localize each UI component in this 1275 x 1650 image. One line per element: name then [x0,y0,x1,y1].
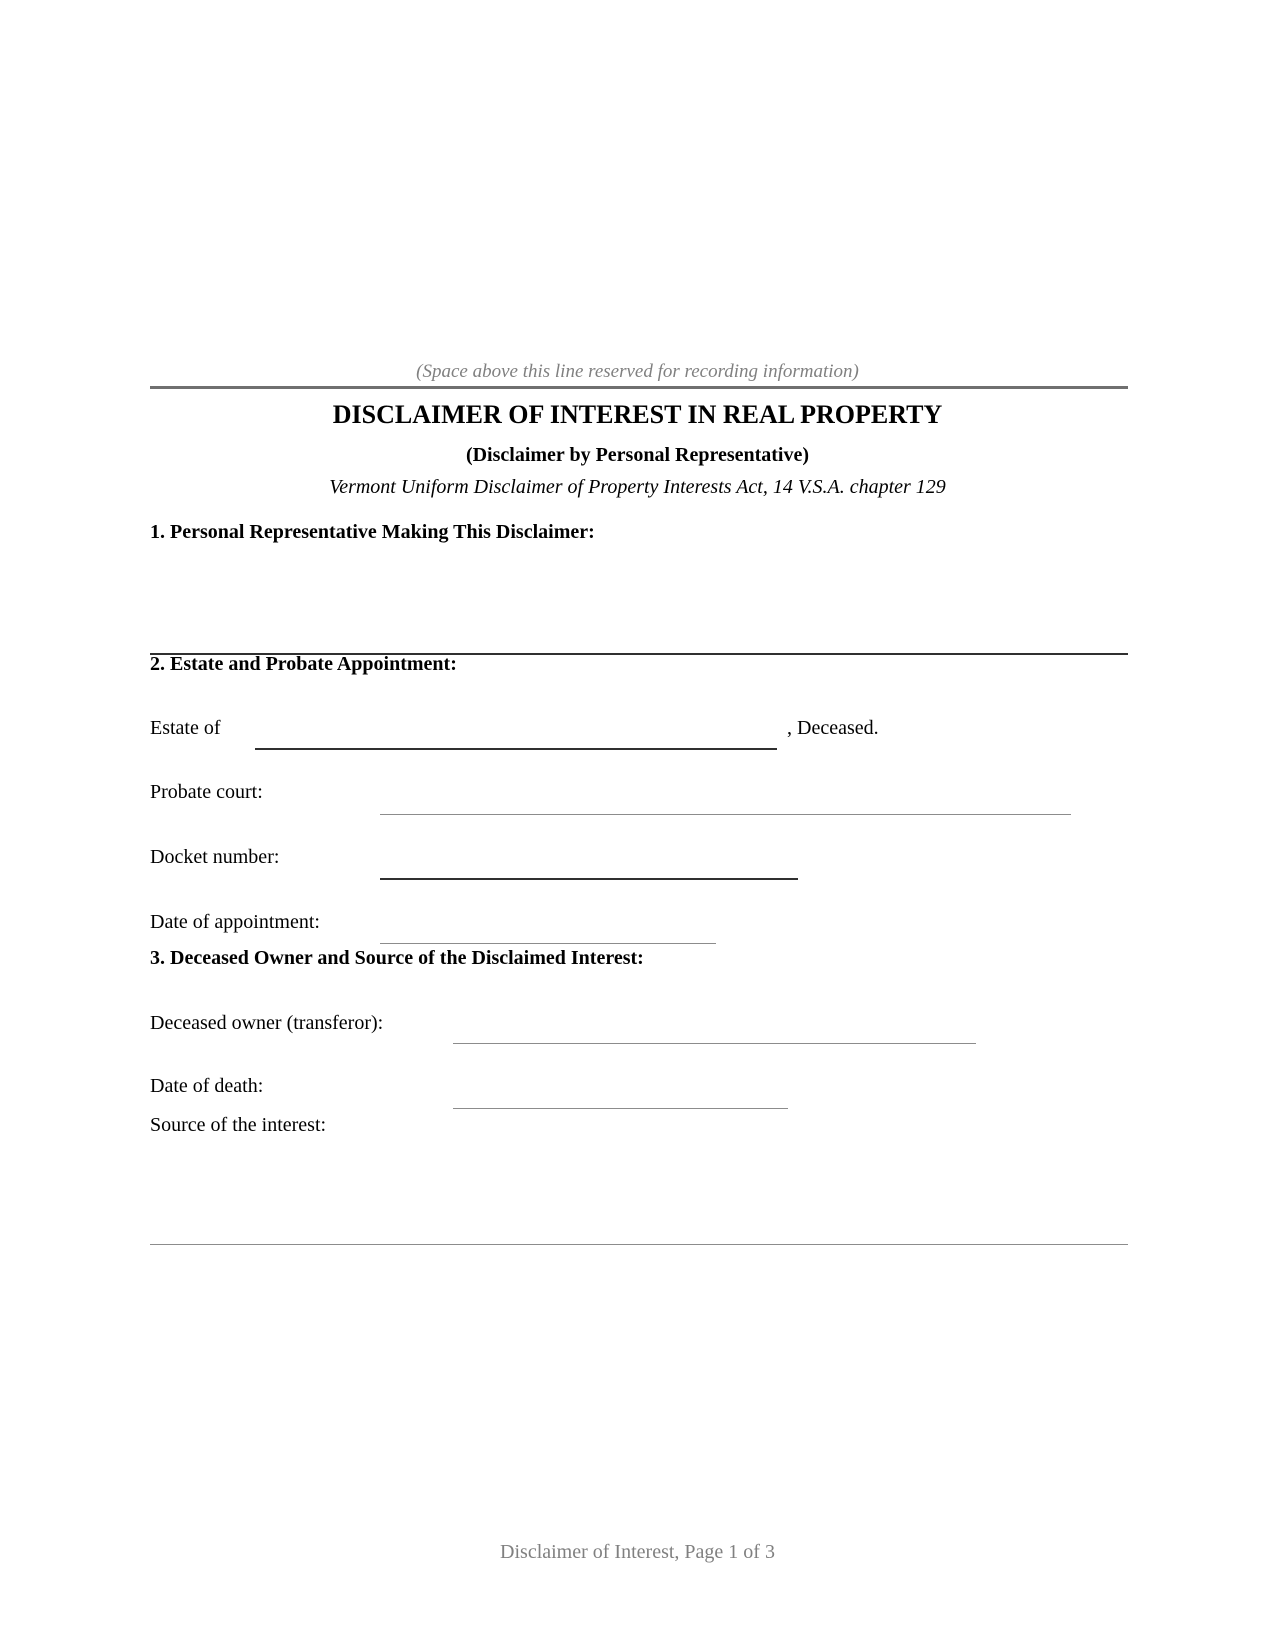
statute-reference: Vermont Uniform Disclaimer of Property Interests Act, 14 V.S.A. chapter 129 [329,476,946,498]
estate-name-field[interactable] [255,748,777,750]
recording-space-note: (Space above this line reserved for recording information) [416,361,859,382]
date-of-appointment-label: Date of appointment: [150,911,320,933]
docket-number-field[interactable] [380,878,798,880]
source-of-interest-field[interactable] [150,1244,1128,1245]
deceased-owner-label: Deceased owner (transferor): [150,1012,384,1034]
deceased-owner-field[interactable] [453,1043,976,1044]
docket-number-label: Docket number: [150,846,280,868]
page-footer: Disclaimer of Interest, Page 1 of 3 [500,1541,775,1563]
recording-separator-line [150,386,1128,389]
section-1-heading: 1. Personal Representative Making This Disclaimer: [150,521,595,543]
deceased-suffix: , Deceased. [787,717,879,739]
probate-court-field[interactable] [380,814,1071,815]
document-subtitle: (Disclaimer by Personal Representative) [465,444,810,466]
date-of-death-label: Date of death: [150,1075,264,1097]
probate-court-label: Probate court: [150,781,263,803]
section-3-heading: 3. Deceased Owner and Source of the Disclaimed Interest: [150,947,644,969]
section-2-heading: 2. Estate and Probate Appointment: [150,653,457,675]
date-of-death-field[interactable] [453,1108,788,1109]
estate-of-label: Estate of [150,717,221,739]
source-of-interest-label: Source of the interest: [150,1114,327,1136]
document-title: DISCLAIMER OF INTEREST IN REAL PROPERTY [332,400,943,429]
date-of-appointment-field[interactable] [380,943,716,944]
